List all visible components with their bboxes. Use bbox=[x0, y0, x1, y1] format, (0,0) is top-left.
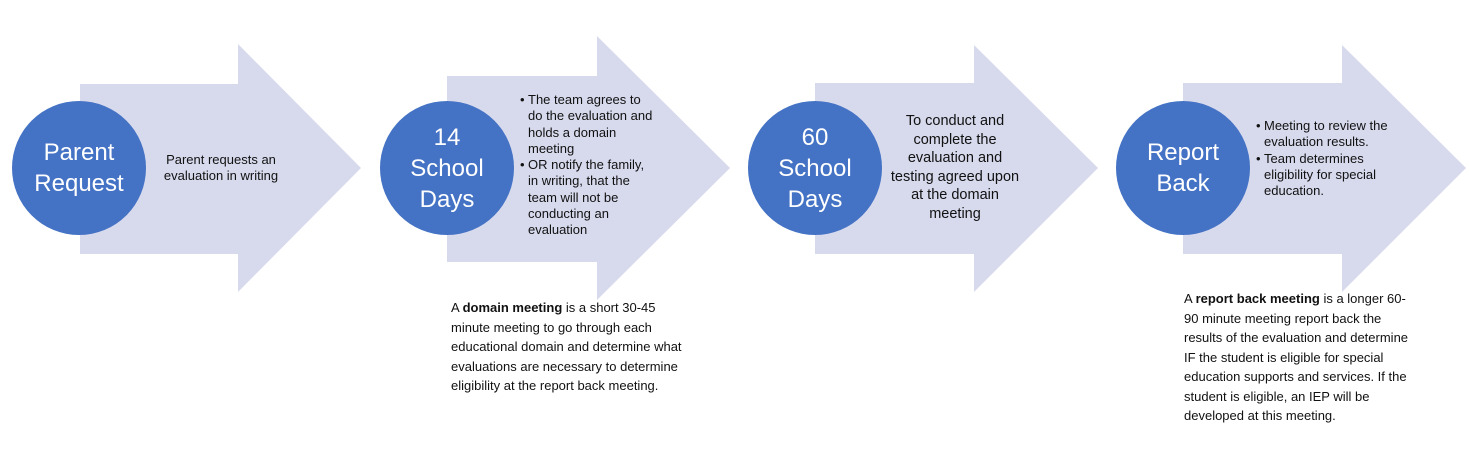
circle-title-line: Request bbox=[34, 170, 124, 197]
note-bold-term: domain meeting bbox=[462, 300, 563, 315]
circle-title-line: Back bbox=[1156, 170, 1210, 197]
step-4-bullet: • Team determines eligibility for special education. bbox=[1256, 151, 1396, 200]
note-prefix: A bbox=[1184, 291, 1196, 306]
step-4-bullets bbox=[1256, 118, 1396, 199]
circle-title-line: 14 bbox=[433, 123, 461, 151]
step-3-text: To conduct and complete the evaluation and testing agreed upon at the domain meeting bbox=[890, 113, 1020, 222]
circle-title-line: Days bbox=[787, 185, 843, 213]
report-back-note bbox=[1184, 289, 1420, 426]
note-bold-term: report back meeting bbox=[1195, 291, 1320, 306]
step-2-bullet: • OR notify the family, in writing, that the team will not be conducting an evaluation bbox=[520, 157, 655, 238]
circle-title-line: 60 bbox=[801, 123, 829, 151]
circle-report-back bbox=[1116, 101, 1250, 235]
circle-title-line: Report bbox=[1146, 139, 1220, 166]
note-body: is a longer 60-90 minute meeting report back the results of the evaluation and determine IF the student is eligible for special education supports and services. If the student is eligible, an IEP will be developed at this meeting. bbox=[1184, 291, 1409, 423]
circle-title-line: School bbox=[410, 154, 484, 182]
step-2-bullets bbox=[520, 92, 655, 239]
step-2-bullet: • The team agrees to do the evaluation and holds a domain meeting bbox=[520, 92, 655, 157]
circle-parent-request bbox=[12, 101, 146, 235]
circle-title-line: Days bbox=[419, 185, 475, 213]
circle-title-line: School bbox=[778, 154, 852, 182]
circle-14-school-days bbox=[380, 101, 514, 235]
step-4-bullet: • Meeting to review the evaluation results. bbox=[1256, 118, 1396, 151]
circle-title-line: Parent bbox=[43, 139, 115, 166]
domain-meeting-note bbox=[451, 298, 691, 396]
circle-60-school-days bbox=[748, 101, 882, 235]
note-body: is a short 30-45 minute meeting to go through each educational domain and determine what evaluations are necessary to determine eligibility at the report back meeting. bbox=[451, 300, 682, 393]
step-1-text: Parent requests an evaluation in writing bbox=[163, 152, 279, 183]
note-prefix: A bbox=[451, 300, 463, 315]
